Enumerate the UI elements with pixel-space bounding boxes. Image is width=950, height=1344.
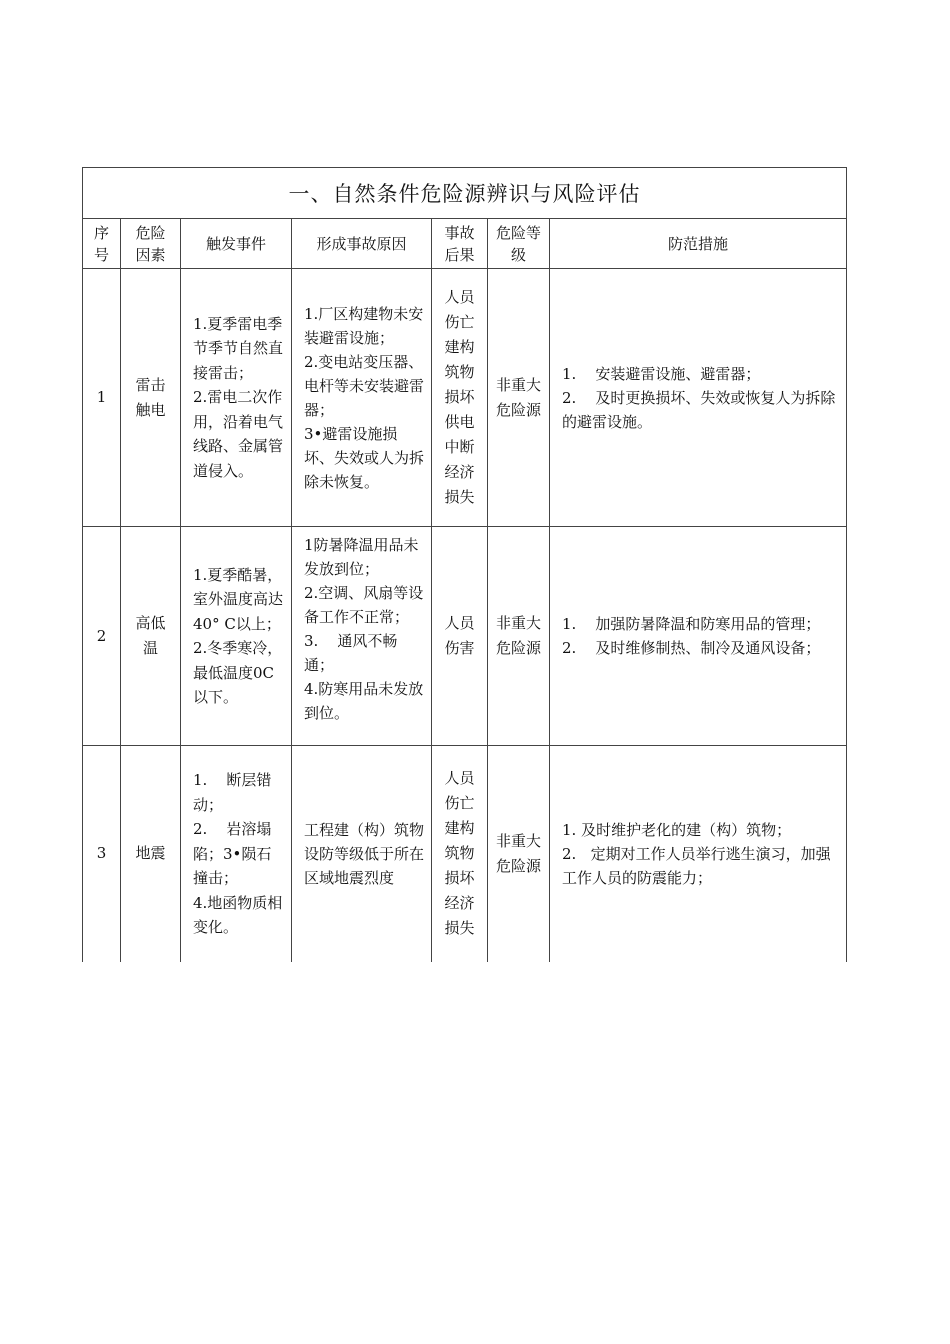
row-cause: 1.厂区构建物未安装避雷设施； 2.变电站变压器、电杆等未安装避雷器； 3•避雷设施损坏、失效或人为拆除未恢复。	[292, 269, 432, 527]
table-row	[83, 746, 847, 962]
header-row	[83, 219, 847, 269]
measure-item: 2. 定期对工作人员举行逃生演习，加强工作人员的防震能力；	[562, 844, 831, 887]
measure-item: 1. 安装避雷设施、避雷器；	[562, 364, 761, 383]
row-measures	[550, 269, 847, 527]
risk-assessment-document	[82, 167, 846, 964]
row-trigger: 1.夏季酷暑，室外温度高达40° C以上； 2.冬季寒冷，最低温度0C以下。	[181, 527, 292, 746]
table-row	[83, 527, 847, 746]
risk-table	[82, 167, 847, 962]
table-title: 一、自然条件危险源辨识与风险评估	[83, 168, 847, 219]
measure-item: 2. 及时维修制热、制冷及通风设备；	[562, 639, 821, 657]
header-cause: 形成事故原因	[292, 219, 432, 269]
row-trigger: 1. 断层错动； 2. 岩溶塌陷；3•陨石撞击； 4.地函物质相变化。	[181, 746, 292, 962]
measure-item: 1. 加强防暑降温和防寒用品的管理；	[562, 615, 821, 633]
row-factor: 地震	[121, 746, 181, 962]
row-level: 非重大危险源	[488, 746, 550, 962]
header-no: 序号	[83, 219, 121, 269]
row-level: 非重大危险源	[488, 269, 550, 527]
row-factor: 雷击触电	[121, 269, 181, 527]
row-consequence: 人员伤亡建构筑物损坏供电中断经济损失	[432, 269, 488, 527]
header-measures: 防范措施	[550, 219, 847, 269]
row-no: 3	[83, 746, 121, 962]
row-cause: 工程建（构）筑物设防等级低于所在区域地震烈度	[292, 746, 432, 962]
header-level: 危险等级	[488, 219, 550, 269]
measure-item: 1. 及时维护老化的建（构）筑物；	[562, 820, 792, 839]
row-measures	[550, 527, 847, 746]
table-row	[83, 269, 847, 527]
row-level: 非重大危险源	[488, 527, 550, 746]
row-factor: 高低温	[121, 527, 181, 746]
row-cause: 1防暑降温用品未发放到位； 2.空调、风扇等设备工作不正常； 3. 通风不畅通； 4.防寒用品未发放到位。	[292, 527, 432, 746]
row-consequence: 人员伤亡建构筑物损坏经济损失	[432, 746, 488, 962]
row-consequence: 人员伤害	[432, 527, 488, 746]
row-measures	[550, 746, 847, 962]
row-no: 1	[83, 269, 121, 527]
header-factor: 危险因素	[121, 219, 181, 269]
measure-item: 2. 及时更换损坏、失效或恢复人为拆除的避雷设施。	[562, 388, 836, 431]
row-trigger: 1.夏季雷电季节季节自然直接雷击； 2.雷电二次作用，沿着电气线路、金属管道侵入。	[181, 269, 292, 527]
row-no: 2	[83, 527, 121, 746]
header-consequence: 事故后果	[432, 219, 488, 269]
header-trigger: 触发事件	[181, 219, 292, 269]
